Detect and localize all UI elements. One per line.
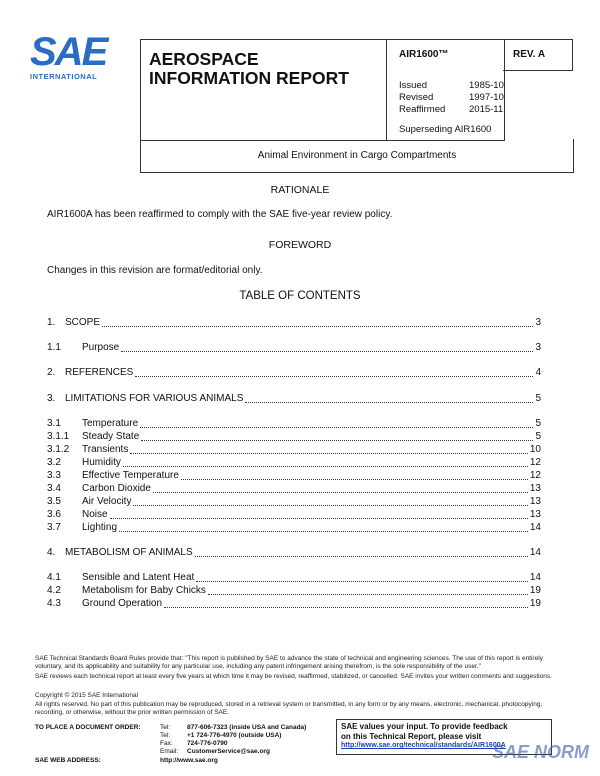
logo-subtitle: INTERNATIONAL — [30, 72, 98, 81]
toc-leader-dots — [110, 508, 528, 519]
toc-entry[interactable] — [47, 571, 541, 584]
toc-entry-page: 13 — [529, 509, 541, 520]
order-label: TO PLACE A DOCUMENT ORDER: — [35, 724, 141, 731]
email-value[interactable]: CustomerService@sae.org — [187, 748, 270, 755]
toc-entry[interactable] — [47, 584, 541, 597]
revised-date: 1997-10 — [469, 92, 504, 103]
toc-entry-title: Purpose — [82, 342, 120, 353]
toc-entry[interactable] — [47, 417, 541, 430]
toc-entry-page: 14 — [529, 522, 541, 533]
toc-leader-dots — [121, 341, 533, 352]
toc-entry-page: 14 — [529, 547, 541, 558]
toc-entry-title: METABOLISM OF ANIMALS — [65, 547, 193, 558]
toc-leader-dots — [133, 495, 527, 506]
document-info-cell — [386, 39, 505, 141]
toc-entry-number: 3.7 — [47, 522, 61, 533]
toc-leader-dots — [245, 392, 533, 403]
toc-entry-page: 5 — [535, 431, 541, 442]
web-label: SAE WEB ADDRESS: — [35, 757, 101, 764]
report-type-line2: INFORMATION REPORT — [149, 68, 349, 88]
toc-entry[interactable] — [47, 392, 541, 405]
toc-entry-number: 3.1.1 — [47, 431, 70, 442]
toc-entry-number: 3.3 — [47, 470, 61, 481]
document-subject: Animal Environment in Cargo Compartments — [140, 139, 574, 173]
document-number: AIR1600™ — [399, 49, 449, 60]
toc-leader-dots — [102, 316, 533, 327]
toc-entry[interactable] — [47, 316, 541, 329]
toc-entry[interactable] — [47, 597, 541, 610]
toc-leader-dots — [123, 456, 528, 467]
toc-entry-page: 13 — [529, 483, 541, 494]
issued-label: Issued — [399, 80, 427, 91]
toc-entry-page: 10 — [529, 444, 541, 455]
foreword-text: Changes in this revision are format/editorial only. — [47, 265, 263, 276]
toc-entry-title: Carbon Dioxide — [82, 483, 151, 494]
toc-entry[interactable] — [47, 508, 541, 521]
toc-leader-dots — [119, 521, 528, 532]
email-label: Email: — [160, 748, 179, 755]
toc-entry-page: 4 — [535, 367, 541, 378]
toc-entry[interactable] — [47, 469, 541, 482]
foreword-heading: FOREWORD — [268, 239, 332, 251]
toc-entry[interactable] — [47, 546, 541, 559]
toc-entry-page: 13 — [529, 496, 541, 507]
toc-entry[interactable] — [47, 366, 541, 379]
toc-entry-title: Transients — [82, 444, 129, 455]
rationale-heading: RATIONALE — [270, 184, 330, 196]
revised-label: Revised — [399, 92, 434, 103]
revision-label: REV. A — [513, 49, 546, 60]
feedback-link[interactable]: http://www.sae.org/technical/standards/AIR1600A — [341, 742, 506, 749]
toc-entry-number: 3.1 — [47, 418, 61, 429]
feedback-line2: on this Technical Report, please visit — [341, 731, 482, 741]
toc-entry-number: 3.6 — [47, 509, 61, 520]
toc-entry-title: Noise — [82, 509, 108, 520]
toc-entry-page: 5 — [535, 393, 541, 404]
fax-label: Fax: — [160, 740, 173, 747]
toc-leader-dots — [141, 430, 533, 441]
report-type-cell — [140, 39, 387, 141]
toc-entry-page: 12 — [529, 470, 541, 481]
toc-entry-title: Effective Temperature — [82, 470, 179, 481]
toc-entry-number: 3. — [47, 393, 56, 404]
toc-entry-title: Lighting — [82, 522, 118, 533]
toc-entry[interactable] — [47, 456, 541, 469]
toc-entry-number: 4. — [47, 547, 56, 558]
toc-entry[interactable] — [47, 482, 541, 495]
toc-entry-page: 3 — [535, 317, 541, 328]
toc-entry[interactable] — [47, 341, 541, 354]
toc-entry-title: LIMITATIONS FOR VARIOUS ANIMALS — [65, 393, 244, 404]
toc-leader-dots — [196, 571, 528, 582]
policy-text: SAE Technical Standards Board Rules provide that: "This report is published by SAE to advance the state of technical and engineering sciences. The use of this report is entirely voluntary, and its applicability and suitability for any particular use, including any patent infringement arising therefrom, is the sole responsibility of the user." — [35, 655, 543, 670]
toc-leader-dots — [135, 366, 533, 377]
toc-leader-dots — [208, 584, 528, 595]
toc-leader-dots — [153, 482, 528, 493]
toc-entry-title: Steady State — [82, 431, 140, 442]
copyright-text: Copyright © 2015 SAE International — [35, 692, 139, 699]
toc-entry-page: 19 — [529, 585, 541, 596]
toc-leader-dots — [181, 469, 528, 480]
revision-cell — [503, 39, 573, 71]
toc-entry-number: 1.1 — [47, 342, 61, 353]
report-type-line1: AEROSPACE — [149, 49, 259, 69]
tel2-label: Tel: — [160, 732, 171, 739]
toc-entry-number: 2. — [47, 367, 56, 378]
review-text: SAE reviews each technical report at least every five years at which time it may be revised, reaffirmed, stabilized, or cancelled. SAE invites your written comments and suggestions. — [35, 673, 552, 680]
tel-label: Tel: — [160, 724, 171, 731]
toc-entry-title: Ground Operation — [82, 598, 163, 609]
toc-entry-number: 1. — [47, 317, 56, 328]
toc-entry-title: Temperature — [82, 418, 139, 429]
rationale-text: AIR1600A has been reaffirmed to comply with the SAE five-year review policy. — [47, 209, 393, 220]
toc-entry-number: 3.2 — [47, 457, 61, 468]
toc-entry-number: 4.3 — [47, 598, 61, 609]
toc-entry-title: Metabolism for Baby Chicks — [82, 585, 206, 596]
toc-leader-dots — [140, 417, 533, 428]
watermark: SAE NORM — [492, 742, 590, 762]
toc-entry-title: Sensible and Latent Heat — [82, 572, 195, 583]
toc-entry-number: 4.1 — [47, 572, 61, 583]
tel-value: 877-606-7323 (inside USA and Canada) — [187, 724, 307, 731]
logo-text: SAE — [30, 30, 107, 74]
toc-heading: TABLE OF CONTENTS — [239, 290, 361, 302]
rights-text: All rights reserved. No part of this publication may be reproduced, stored in a retrieval system or transmitted, in any form or by any means, electronic, mechanical, photocopying, recording, or otherwise, without the prior written permission of SAE. — [35, 701, 543, 716]
toc-entry-page: 19 — [529, 598, 541, 609]
toc-entry-page: 12 — [529, 457, 541, 468]
toc-entry-page: 5 — [535, 418, 541, 429]
report-type-title — [149, 50, 349, 88]
reaffirmed-date: 2015-11 — [469, 104, 504, 115]
toc-entry-number: 3.5 — [47, 496, 61, 507]
superseding-note: Superseding AIR1600 — [399, 124, 492, 135]
sae-logo — [30, 32, 130, 87]
document-dates — [399, 80, 504, 116]
toc-leader-dots — [195, 546, 528, 557]
toc-leader-dots — [164, 597, 528, 608]
toc-leader-dots — [130, 443, 528, 454]
toc-entry-page: 14 — [529, 572, 541, 583]
toc-entry[interactable] — [47, 430, 541, 443]
toc-entry-title: SCOPE — [65, 317, 101, 328]
toc-entry-title: Humidity — [82, 457, 121, 468]
toc-entry-page: 3 — [535, 342, 541, 353]
toc-entry-number: 3.1.2 — [47, 444, 70, 455]
toc-entry-title: REFERENCES — [65, 367, 134, 378]
feedback-line1: SAE values your input. To provide feedback — [341, 722, 508, 731]
toc-entry-number: 4.2 — [47, 585, 61, 596]
toc-entry[interactable] — [47, 443, 541, 456]
reaffirmed-label: Reaffirmed — [399, 104, 446, 115]
web-link[interactable]: http://www.sae.org — [160, 757, 218, 764]
fax-value: 724-776-0790 — [187, 740, 228, 747]
issued-date: 1985-10 — [469, 80, 504, 91]
toc-entry[interactable] — [47, 521, 541, 534]
tel2-value: +1 724-776-4970 (outside USA) — [187, 732, 282, 739]
toc-entry[interactable] — [47, 495, 541, 508]
toc-entry-title: Air Velocity — [82, 496, 132, 507]
toc-entry-number: 3.4 — [47, 483, 61, 494]
